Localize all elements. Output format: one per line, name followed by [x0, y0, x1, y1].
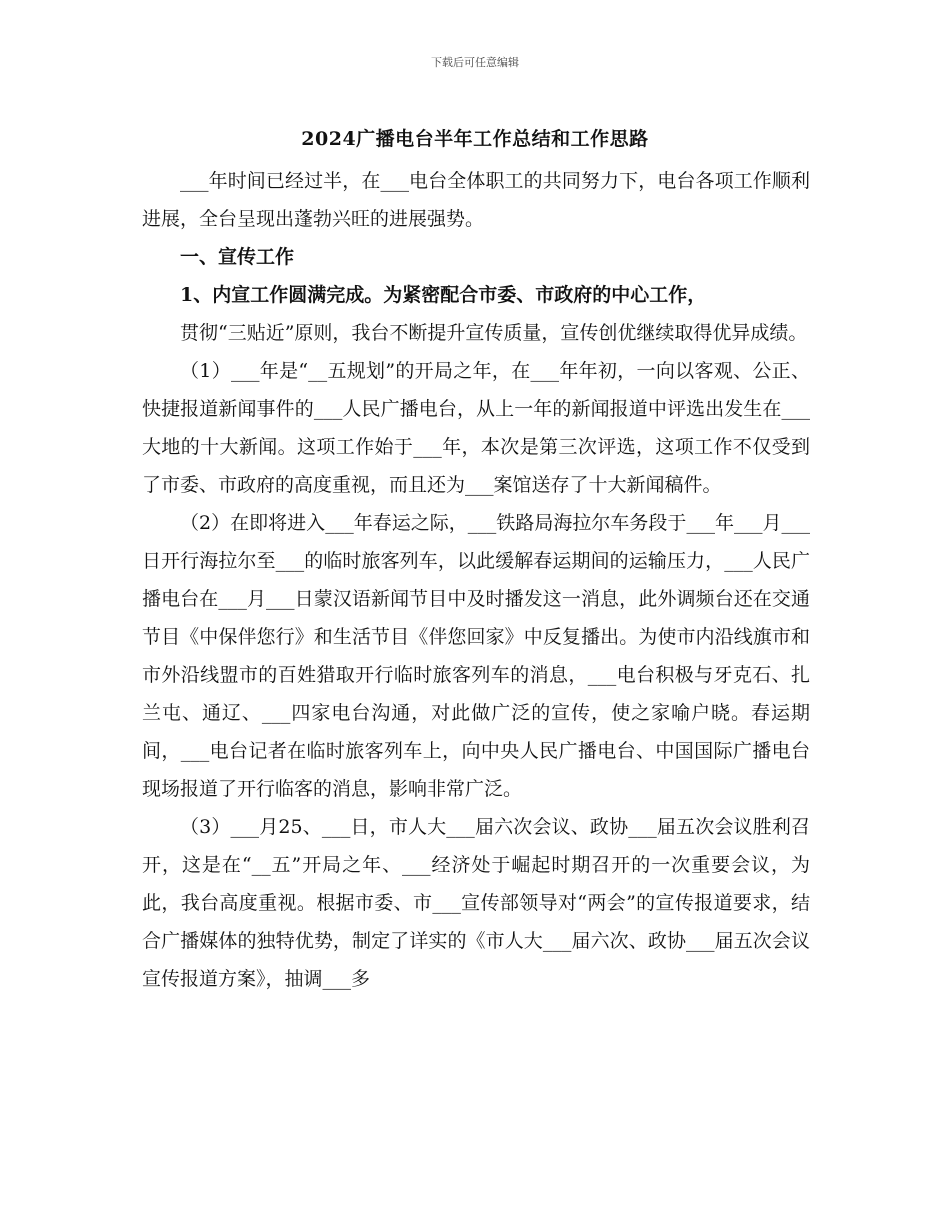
page-header: 下载后可任意编辑 [431, 56, 519, 69]
paragraph: （2）在即将进入___年春运之际，___铁路局海拉尔车务段于___年___月___日开行海拉尔至___的临时旅客列车，以此缓解春运期间的运输压力，___人民广播电台在___月___日蒙汉语新闻节目中及时播发这一消息，此外调频台还在交通节目《中保伴您行》和生活节目《伴您回家》中反复播出。为使市内沿线旗市和市外沿线盟市的百姓猎取开行临时旅客列车的消息，___电台积极与牙克石、扎兰屯、通辽、___四家电台沟通，对此做广泛的宣传，使之家喻户晓。春运期间，___电台记者在临时旅客列车上，向中央人民广播电台、中国国际广播电台现场报道了开行临客的消息，影响非常广泛。 [142, 512, 810, 800]
document-body [142, 162, 810, 998]
intro-paragraph: ___年时间已经过半，在___电台全体职工的共同努力下，电台各项工作顺利进展，全台呈现出蓬勃兴旺的进展强势。 [142, 170, 810, 230]
paragraph: （1）___年是“__五规划”的开局之年，在___年年初，一向以客观、公正、快捷报道新闻事件的___人民广播电台，从上一年的新闻报道中评选出发生在___大地的十大新闻。这项工作始于___年，本次是第三次评选，这项工作不仅受到了市委、市政府的高度重视，而且还为___案馆送存了十大新闻稿件。 [142, 360, 810, 496]
document-title: 2024广播电台半年工作总结和工作思路 [301, 128, 649, 150]
paragraph: 贯彻“三贴近”原则，我台不断提升宣传质量，宣传创优继续取得优异成绩。 [180, 322, 808, 344]
subsection-heading: 1、内宣工作圆满完成。为紧密配合市委、市政府的中心工作， [180, 284, 707, 306]
paragraph: （3）___月25、___日，市人大___届六次会议、政协___届五次会议胜利召开，这是在“__五”开局之年、___经济处于崛起时期召开的一次重要会议，为此，我台高度重视。根据市委、市___宣传部领导对“两会”的宣传报道要求，结合广播媒体的独特优势，制定了详实的《市人大___届六次、政协___届五次会议宣传报道方案》，抽调___多 [142, 816, 810, 990]
section-heading: 一、宣传工作 [180, 246, 295, 268]
